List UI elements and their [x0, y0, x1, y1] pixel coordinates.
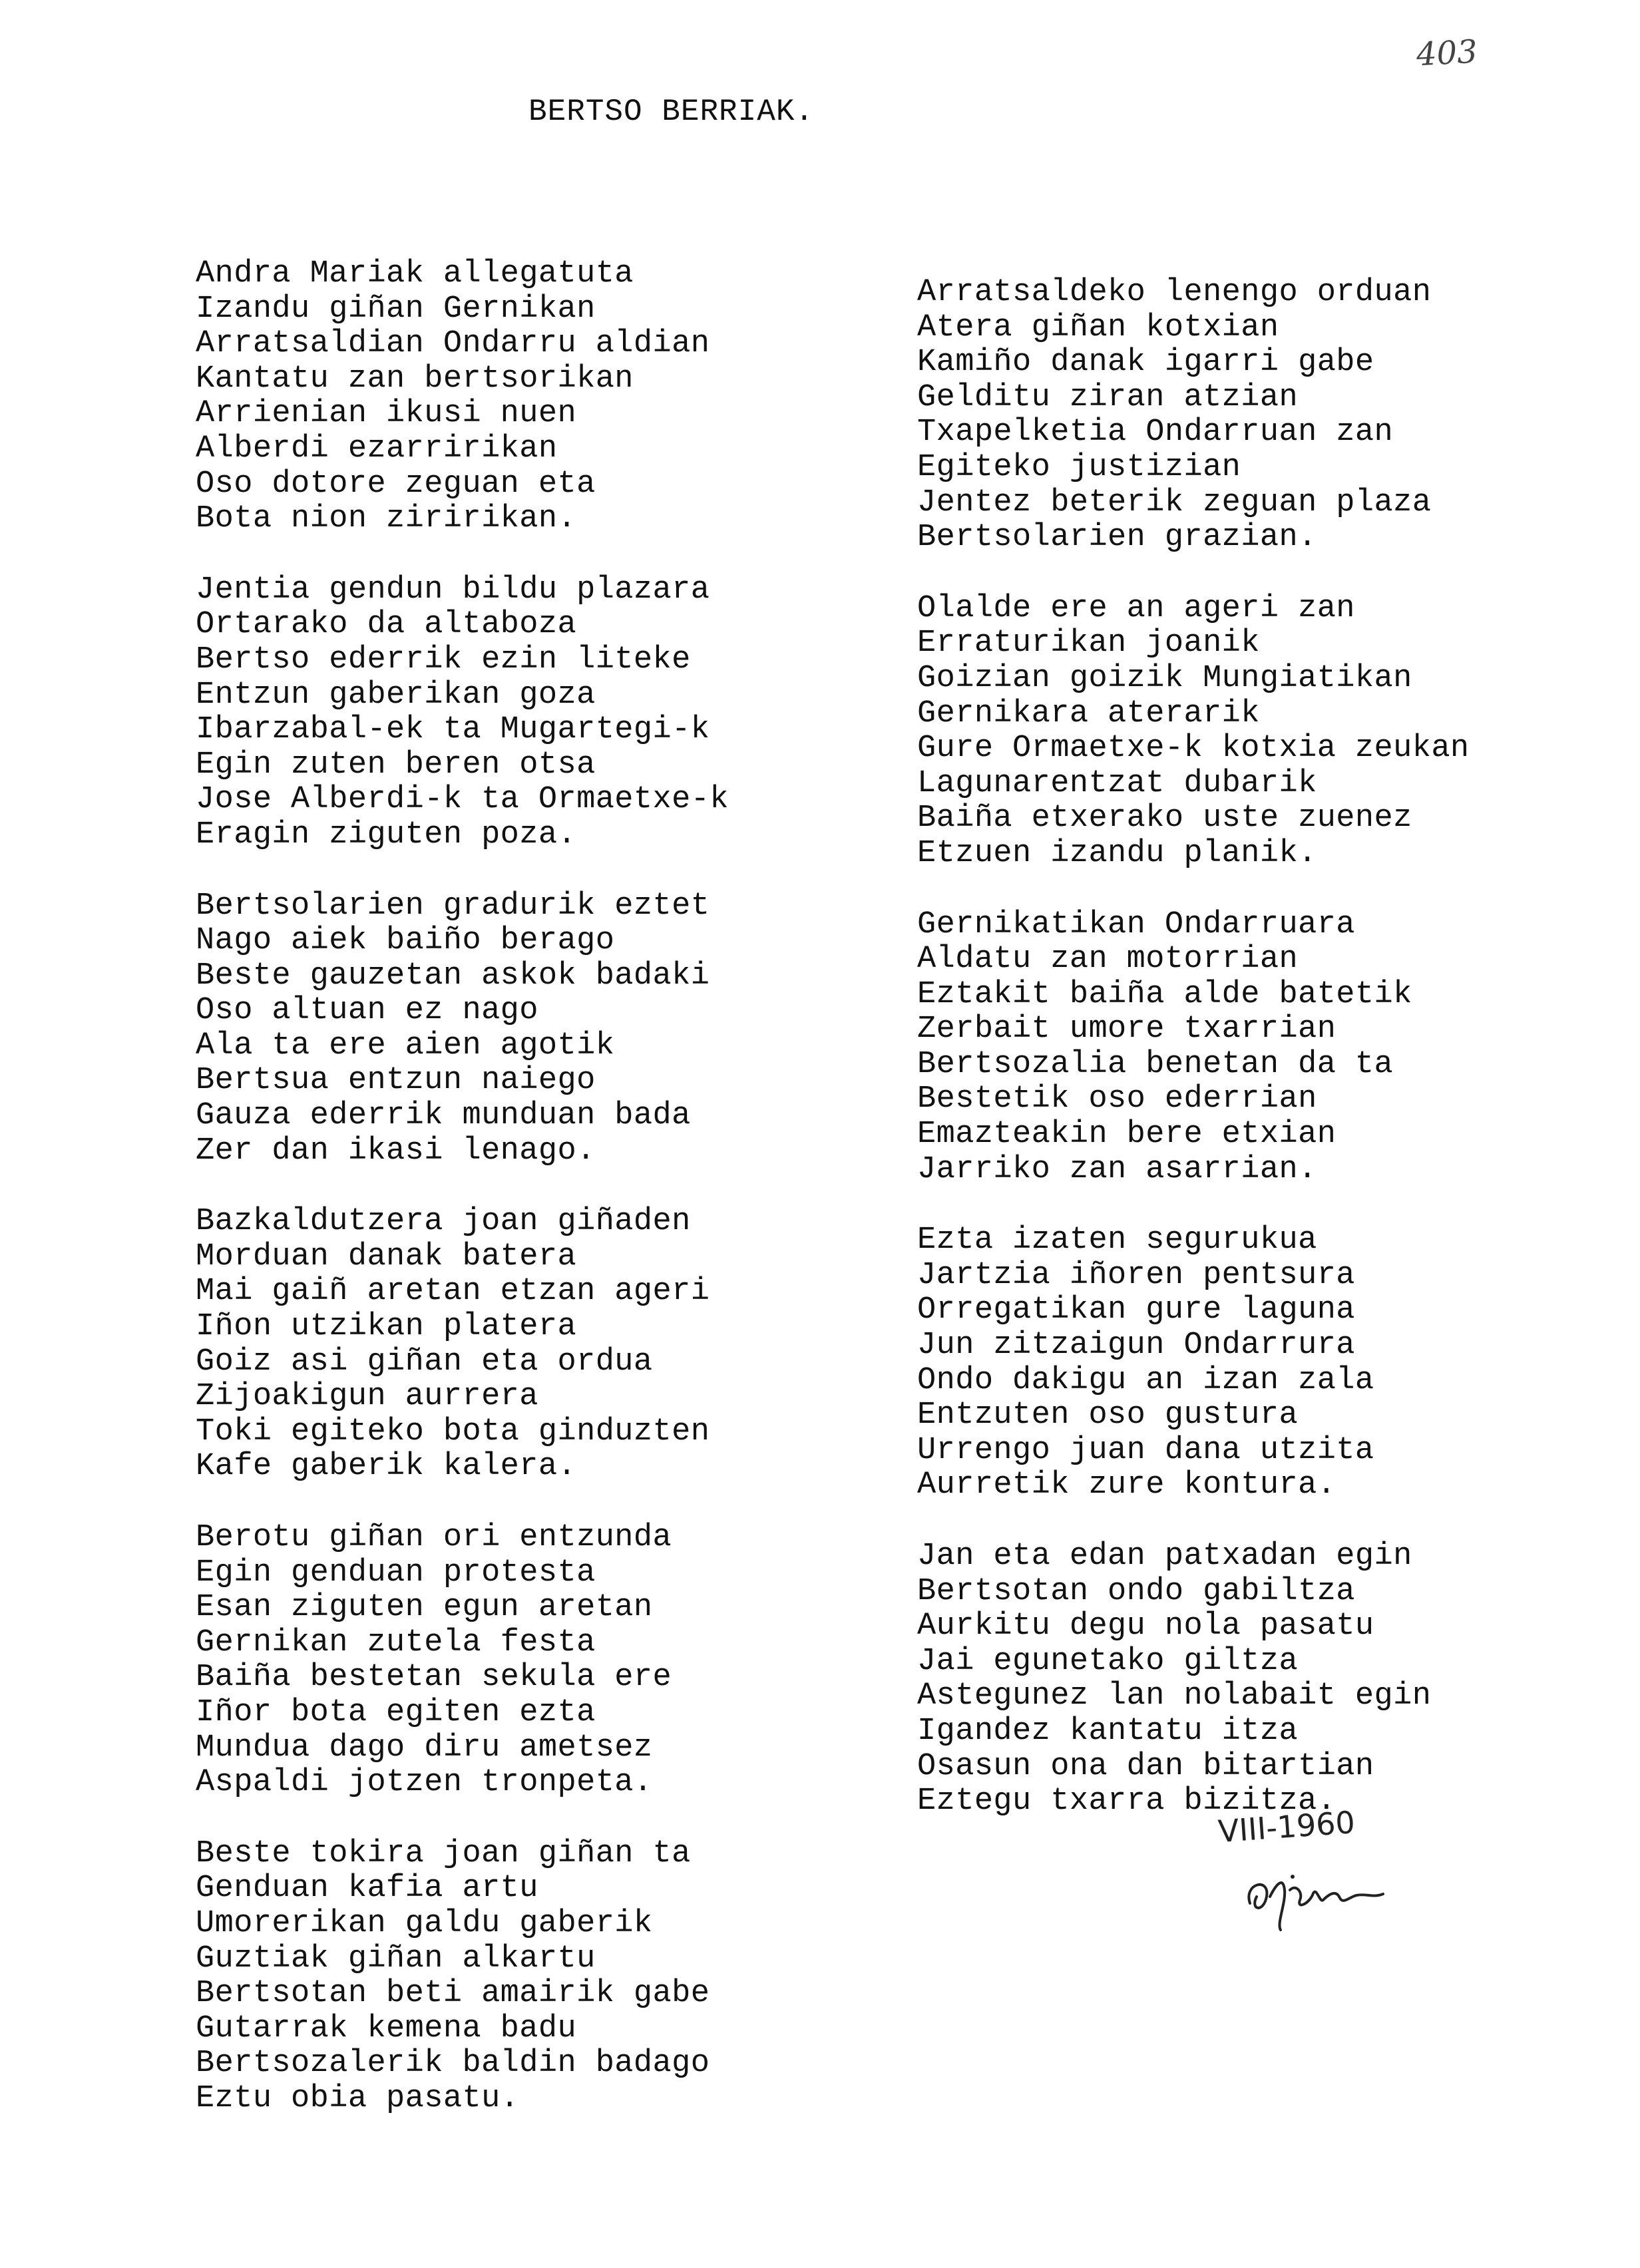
verse-line: Astegunez lan nolabait egin [917, 1678, 1432, 1714]
verse-line: Ibarzabal-ek ta Mugartegi-k [196, 712, 710, 748]
verse-line: Gutarrak kemena badu [196, 2010, 577, 2046]
verse-line: Jarriko zan asarrian. [917, 1151, 1317, 1187]
page-number: 403 [1415, 33, 1479, 74]
verse-line: Guztiak giñan alkartu [196, 1941, 596, 1977]
verse-line: Jun zitzaigun Ondarrura [917, 1328, 1355, 1364]
verse-line: Bazkaldutzera joan giñaden [196, 1204, 691, 1240]
verse-line: Arratsaldian Ondarru aldian [196, 326, 710, 362]
verse-line: Iñor bota egiten ezta [196, 1694, 596, 1730]
verse-line: Izandu giñan Gernikan [196, 291, 596, 327]
verse-line: Aurkitu degu nola pasatu [917, 1608, 1374, 1644]
verse-line: Kafe gaberik kalera. [196, 1449, 577, 1485]
verse-line: Aldatu zan motorrian [917, 942, 1299, 978]
stanza [196, 889, 941, 1169]
verse-line: Bertsua entzun naiego [196, 1063, 596, 1099]
verse-line: Mundua dago diru ametsez [196, 1730, 653, 1766]
verse-line: Esan ziguten egun aretan [196, 1590, 653, 1626]
verse-line: Morduan danak batera [196, 1238, 577, 1274]
verse-line: Jai egunetako giltza [917, 1643, 1299, 1679]
verse-line: Eztegu txarra bizitza. [917, 1784, 1336, 1819]
verse-line: Olalde ere an ageri zan [917, 590, 1355, 626]
verse-line: Gauza ederrik munduan bada [196, 1098, 691, 1134]
verse-line: Urrengo juan dana utzita [917, 1432, 1374, 1468]
verse-line: Umorerikan galdu gaberik [196, 1905, 653, 1941]
verse-line: Gernikatikan Ondarruara [917, 906, 1355, 942]
verse-line: Eragin ziguten poza. [196, 817, 577, 852]
verse-line: Bota nion ziririkan. [196, 501, 577, 537]
verse-line: Nago aiek baiño berago [196, 923, 615, 959]
verse-line: Jan eta edan patxadan egin [917, 1539, 1412, 1574]
verse-line: Bertsotan beti amairik gabe [196, 1976, 710, 2012]
verse-line: Genduan kafia artu [196, 1871, 538, 1907]
verse-line: Egin zuten beren otsa [196, 747, 596, 783]
verse-line: Bertsotan ondo gabiltza [917, 1573, 1355, 1609]
verse-line: Eztakit baiña alde batetik [917, 976, 1412, 1012]
verse-line: Entzun gaberikan goza [196, 677, 596, 713]
stanza [196, 1205, 941, 1485]
stanza [917, 592, 1640, 872]
verse-line: Mai gaiñ aretan etzan ageri [196, 1274, 710, 1310]
verse-line: Etzuen izandu planik. [917, 835, 1317, 871]
verse-line: Igandez kantatu itza [917, 1713, 1299, 1749]
verse-line: Iñon utzikan platera [196, 1309, 577, 1345]
verse-line: Gernikan zutela festa [196, 1624, 596, 1660]
verse-line: Egin genduan protesta [196, 1555, 596, 1591]
verse-line: Goizian goizik Mungiatikan [917, 660, 1412, 696]
stanza [196, 257, 941, 537]
verse-line: Zijoakigun aurrera [196, 1379, 538, 1415]
verse-line: Aspaldi jotzen tronpeta. [196, 1765, 653, 1801]
right-column [917, 276, 1640, 1855]
verse-line: Bertso ederrik ezin liteke [196, 642, 691, 677]
stanza [917, 1539, 1640, 1819]
verse-line: Beste tokira joan giñan ta [196, 1835, 691, 1871]
verse-line: Entzuten oso gustura [917, 1398, 1299, 1433]
handwritten-date: VIII-1960 [1217, 1803, 1356, 1850]
verse-line: Oso altuan ez nago [196, 993, 538, 1029]
stanza [917, 908, 1640, 1188]
verse-line: Kamiño danak igarri gabe [917, 345, 1374, 381]
verse-line: Arratsaldeko lenengo orduan [917, 275, 1432, 310]
verse-line: Beste gauzetan askok badaki [196, 958, 710, 994]
verse-line: Osasun ona dan bitartian [917, 1748, 1374, 1784]
verse-line: Zerbait umore txarrian [917, 1012, 1336, 1047]
left-column [196, 257, 941, 2153]
handwritten-signature [1237, 1857, 1410, 1937]
verse-line: Gure Ormaetxe-k kotxia zeukan [917, 731, 1470, 767]
verse-line: Kantatu zan bertsorikan [196, 361, 634, 397]
verse-line: Bestetik oso ederrian [917, 1081, 1317, 1117]
verse-line: Arrienian ikusi nuen [196, 396, 577, 432]
verse-line: Orregatikan gure laguna [917, 1292, 1355, 1328]
verse-line: Gernikara aterarik [917, 695, 1260, 731]
verse-line: Lagunarentzat dubarik [917, 765, 1317, 801]
stanza [196, 1521, 941, 1801]
verse-line: Bertsolarien gradurik eztet [196, 888, 710, 924]
verse-line: Txapelketia Ondarruan zan [917, 415, 1394, 451]
stanza [917, 1223, 1640, 1503]
verse-line: Eztu obia pasatu. [196, 2080, 520, 2116]
verse-line: Alberdi ezarririkan [196, 431, 558, 467]
verse-line: Bertsozalia benetan da ta [917, 1046, 1394, 1082]
verse-line: Goiz asi giñan eta ordua [196, 1344, 653, 1380]
verse-line: Baiña etxerako uste zuenez [917, 801, 1412, 837]
verse-line: Jartzia iñoren pentsura [917, 1257, 1355, 1293]
stanza [196, 1837, 941, 2117]
verse-line: Baiña bestetan sekula ere [196, 1660, 672, 1696]
verse-line: Bertsolarien grazian. [917, 520, 1317, 556]
verse-line: Berotu giñan ori entzunda [196, 1520, 672, 1555]
verse-line: Gelditu ziran atzian [917, 379, 1299, 415]
verse-line: Jentia gendun bildu plazara [196, 572, 710, 608]
verse-line: Ondo dakigu an izan zala [917, 1362, 1374, 1398]
verse-line: Ezta izaten segurukua [917, 1223, 1317, 1258]
verse-line: Aurretik zure kontura. [917, 1467, 1336, 1503]
stanza [196, 573, 941, 853]
verse-line: Toki egiteko bota ginduzten [196, 1414, 710, 1449]
verse-line: Bertsozalerik baldin badago [196, 2046, 710, 2082]
verse-line: Erraturikan joanik [917, 626, 1260, 662]
verse-line: Andra Mariak allegatuta [196, 256, 634, 291]
verse-line: Emazteakin bere etxian [917, 1117, 1336, 1153]
page-title: BERTSO BERRIAK. [528, 94, 815, 129]
verse-line: Ortarako da altaboza [196, 607, 577, 643]
verse-line: Zer dan ikasi lenago. [196, 1133, 596, 1169]
verse-line: Atera giñan kotxian [917, 309, 1279, 345]
stanza [917, 276, 1640, 556]
verse-line: Oso dotore zeguan eta [196, 466, 596, 502]
verse-line: Jentez beterik zeguan plaza [917, 484, 1432, 520]
verse-line: Jose Alberdi-k ta Ormaetxe-k [196, 782, 729, 818]
verse-line: Ala ta ere aien agotik [196, 1028, 615, 1063]
verse-line: Egiteko justizian [917, 449, 1241, 485]
